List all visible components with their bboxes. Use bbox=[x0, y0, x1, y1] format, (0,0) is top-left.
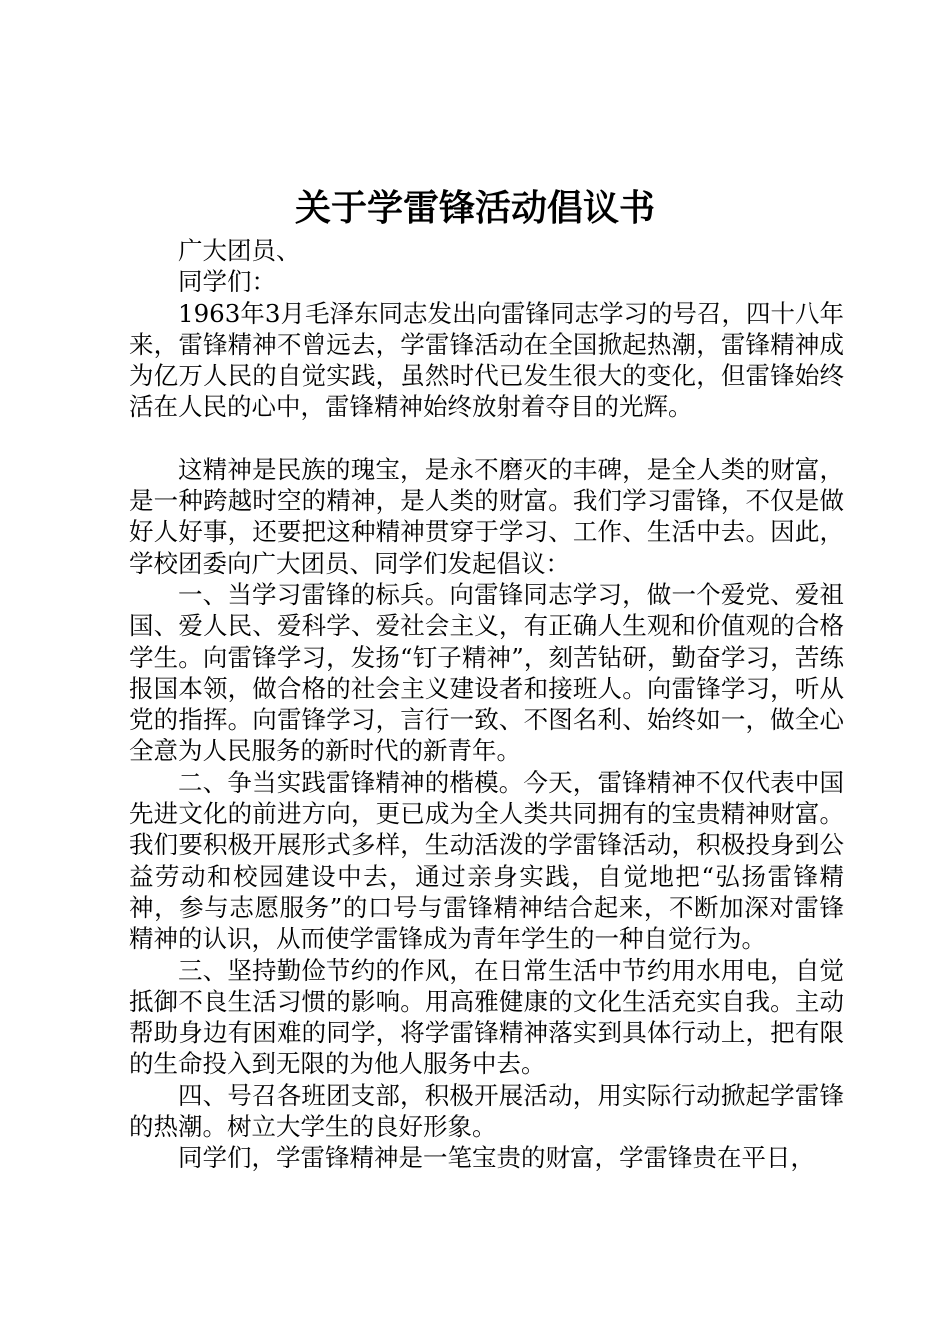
body-paragraph: 同学们，学雷锋精神是一笔宝贵的财富，学雷锋贵在平日， bbox=[178, 1143, 815, 1173]
salutation-line: 广大团员、 bbox=[178, 236, 301, 265]
document-title: 关于学雷锋活动倡议书 bbox=[294, 188, 655, 229]
body-paragraph: 二、争当实践雷锋精神的楷模。今天，雷锋精神不仅代表中国先进文化的前进方向，更已成为全人类共同拥有的宝贵精神财富。我们要积极开展形式多样，生动活泼的学雷锋活动，积极投身到公益劳动和校园建设中去，通过亲身实践，自觉地把“弘扬雷锋精神，参与志愿服务”的口号与雷锋精神结合起来，不断加深对雷锋精神的认识，从而使学雷锋成为青年学生的一种自觉行为。 bbox=[129, 767, 844, 954]
body-paragraph: 这精神是民族的瑰宝，是永不磨灭的丰碑，是全人类的财富，是一种跨越时空的精神，是人类的财富。我们学习雷锋，不仅是做好人好事，还要把这种精神贯穿于学习、工作、生活中去。因此，学校团委向广大团员、同学们发起倡议： bbox=[129, 454, 844, 578]
salutation-line: 同学们： bbox=[178, 267, 276, 297]
body-paragraph: 1963年3月毛泽东同志发出向雷锋同志学习的号召，四十八年来，雷锋精神不曾远去，学雷锋活动在全国掀起热潮，雷锋精神成为亿万人民的自觉实践，虽然时代已发生很大的变化，但雷锋始终活在人民的心中，雷锋精神始终放射着夺目的光辉。 bbox=[129, 298, 844, 422]
body-paragraph: 三、坚持勤俭节约的作风，在日常生活中节约用水用电，自觉抵御不良生活习惯的影响。用高雅健康的文化生活充实自我。主动帮助身边有困难的同学，将学雷锋精神落实到具体行动上，把有限的生命投入到无限的为他人服务中去。 bbox=[129, 955, 844, 1079]
document-body bbox=[129, 235, 844, 1174]
body-paragraph: 四、号召各班团支部，积极开展活动，用实际行动掀起学雷锋的热潮。树立大学生的良好形象。 bbox=[129, 1080, 844, 1142]
body-paragraph: 一、当学习雷锋的标兵。向雷锋同志学习，做一个爱党、爱祖国、爱人民、爱科学、爱社会主义，有正确人生观和价值观的合格学生。向雷锋学习，发扬“钉子精神”，刻苦钻研，勤奋学习，苦练报国本领，做合格的社会主义建设者和接班人。向雷锋学习，听从党的指挥。向雷锋学习，言行一致、不图名利、始终如一，做全心全意为人民服务的新时代的新青年。 bbox=[129, 579, 844, 766]
